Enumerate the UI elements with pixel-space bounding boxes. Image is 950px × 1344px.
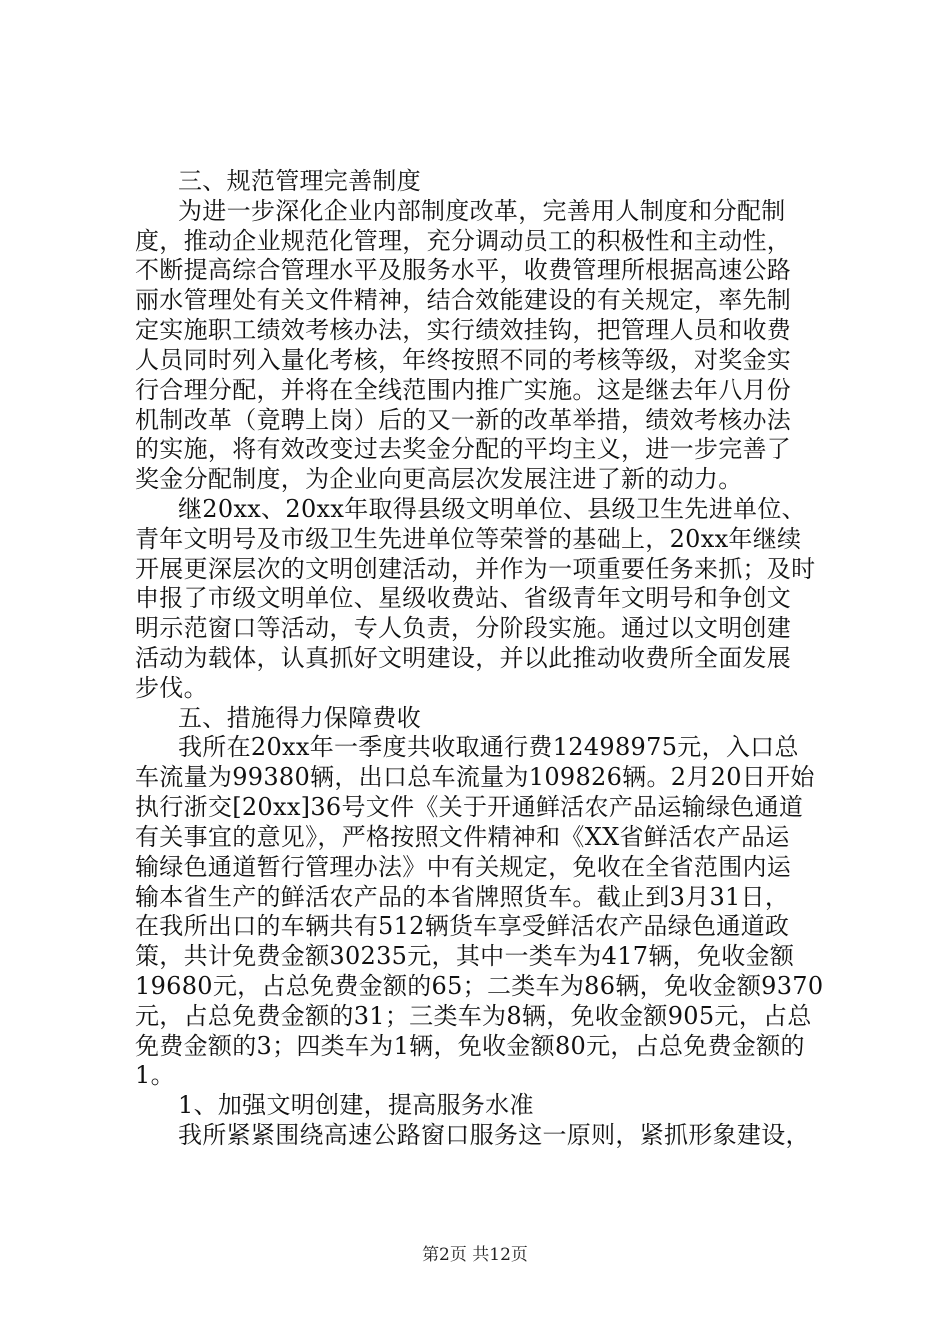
paragraph-line: 1。 — [135, 1061, 175, 1089]
paragraph-line: 车流量为99380辆，出口总车流量为109826辆。2月20日开始 — [135, 763, 815, 791]
paragraph-line: 青年文明号及市级卫生先进单位等荣誉的基础上，20xx年继续 — [135, 525, 802, 553]
paragraph-line: 有关事宜的意见》，严格按照文件精神和《XX省鲜活农产品运 — [135, 823, 790, 851]
paragraph-line: 行合理分配，并将在全线范围内推广实施。这是继去年八月份 — [135, 376, 792, 404]
paragraph-line: 度，推动企业规范化管理，充分调动员工的积极性和主动性， — [135, 227, 792, 255]
paragraph-line: 不断提高综合管理水平及服务水平，收费管理所根据高速公路 — [135, 256, 792, 284]
paragraph-line: 输本省生产的鲜活农产品的本省牌照货车。截止到3月31日， — [135, 883, 790, 911]
paragraph-line: 策，共计免费金额30235元，其中一类车为417辆，免收金额 — [135, 942, 795, 970]
paragraph-line: 丽水管理处有关文件精神，结合效能建设的有关规定，率先制 — [135, 286, 792, 314]
paragraph-line: 我所紧紧围绕高速公路窗口服务这一原则，紧抓形象建设， — [178, 1121, 810, 1149]
paragraph-line: 奖金分配制度，为企业向更高层次发展注进了新的动力。 — [135, 465, 743, 493]
paragraph-line: 19680元，占总免费金额的65；二类车为86辆，免收金额9370 — [135, 972, 824, 1000]
paragraph-line: 的实施，将有效改变过去奖金分配的平均主义，进一步完善了 — [135, 435, 792, 463]
paragraph-line: 元，占总免费金额的31；三类车为8辆，免收金额905元，占总 — [135, 1002, 812, 1030]
paragraph-line: 人员同时列入量化考核，年终按照不同的考核等级，对奖金实 — [135, 346, 792, 374]
paragraph-line: 免费金额的3；四类车为1辆，免收金额80元，占总免费金额的 — [135, 1032, 805, 1060]
heading-subsection-1: 1、加强文明创建，提高服务水准 — [178, 1091, 534, 1119]
paragraph-line: 继20xx、20xx年取得县级文明单位、县级卫生先进单位、 — [178, 495, 806, 523]
paragraph-line: 活动为载体，认真抓好文明建设，并以此推动收费所全面发展 — [135, 644, 792, 672]
heading-section-3: 三、规范管理完善制度 — [178, 167, 421, 195]
paragraph-line: 为进一步深化企业内部制度改革，完善用人制度和分配制 — [178, 197, 786, 225]
paragraph-line: 输绿色通道暂行管理办法》中有关规定，免收在全省范围内运 — [135, 853, 792, 881]
paragraph-line: 申报了市级文明单位、星级收费站、省级青年文明号和争创文 — [135, 584, 792, 612]
paragraph-line: 明示范窗口等活动，专人负责，分阶段实施。通过以文明创建 — [135, 614, 792, 642]
paragraph-line: 机制改革（竟聘上岗）后的又一新的改革举措，绩效考核办法 — [135, 406, 792, 434]
page-footer: 第2页 共12页 — [422, 1245, 528, 1265]
paragraph-line: 在我所出口的车辆共有512辆货车享受鲜活农产品绿色通道政 — [135, 912, 790, 940]
paragraph-line: 我所在20xx年一季度共收取通行费12498975元，入口总 — [178, 733, 799, 761]
paragraph-line: 定实施职工绩效考核办法，实行绩效挂钩，把管理人员和收费 — [135, 316, 792, 344]
heading-section-5: 五、措施得力保障费收 — [178, 704, 421, 732]
paragraph-line: 执行浙交[20xx]36号文件《关于开通鲜活农产品运输绿色通道 — [135, 793, 804, 821]
paragraph-line: 步伐。 — [135, 674, 208, 702]
paragraph-line: 开展更深层次的文明创建活动，并作为一项重要任务来抓；及时 — [135, 555, 816, 583]
